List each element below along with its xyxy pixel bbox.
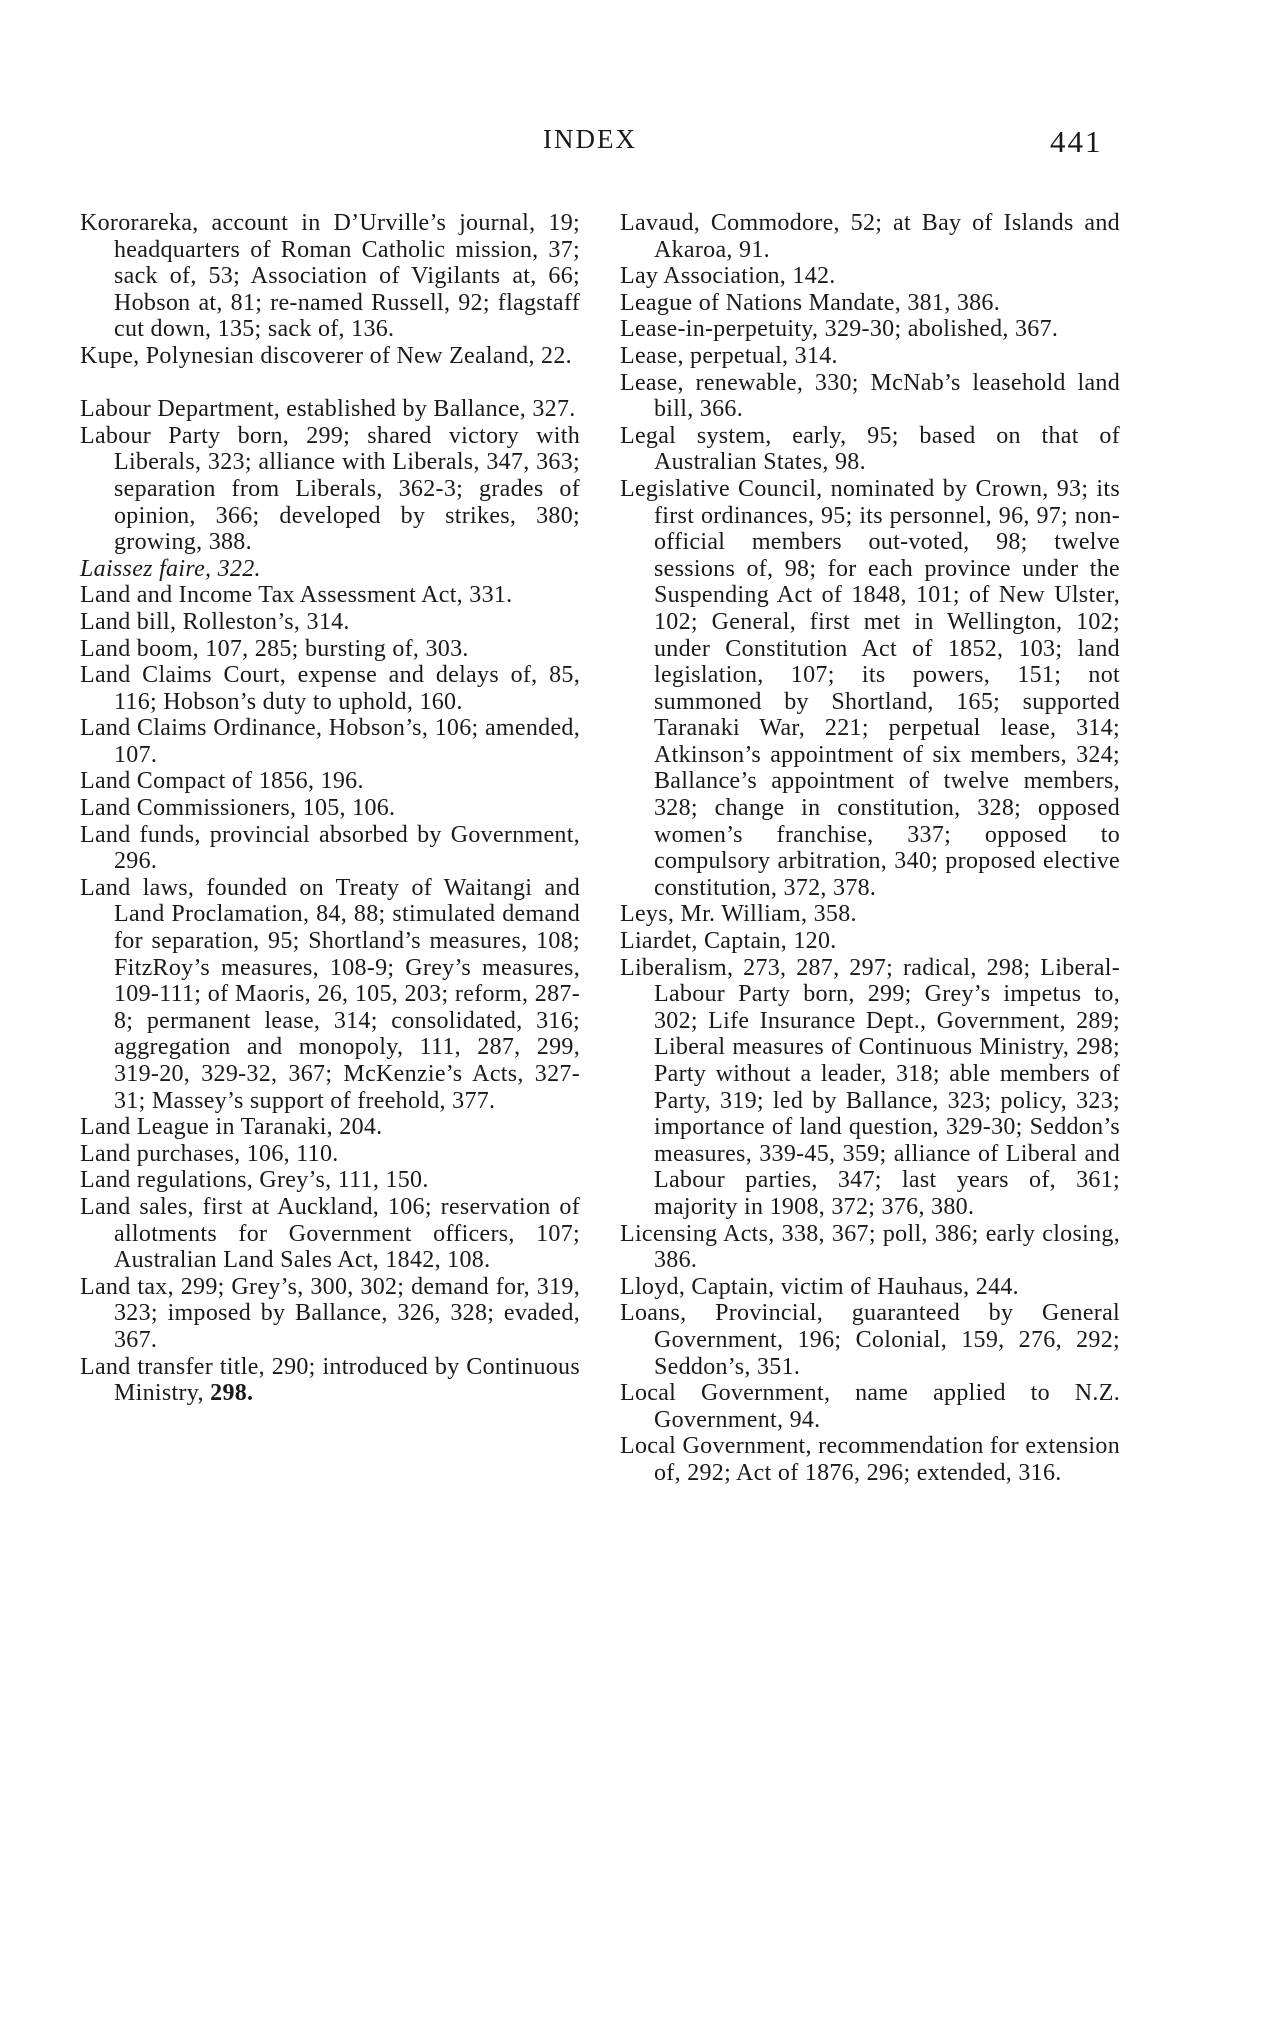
index-entry-league-of-nations: League of Nations Mandate, 381, 386. — [620, 289, 1001, 316]
index-entry-lloyd: Lloyd, Captain, victim of Hauhaus, 244. — [620, 1273, 1019, 1300]
index-entry-legislative-council: Legislative Council, nominated by Crown, 93; its first ordinances, 95; its personnel, 96, 97; non-official members out-voted, 98; twelve sessions of, 98; for each province under the Suspending Act of 1848, 101; of New Ulster, 102; General, first met in Wellington, 102; under Constitution Act of 1852, 103; land legislation, 107; its powers, 151; not summoned by Shortland, 165; supported Taranaki War, 221; perpetual lease, 314; Atkinson’s appointment of six members, 324; Ballance’s appointment of twelve members, 328; change in constitution, 328; opposed women’s franchise, 337; opposed to compulsory arbitration, 340; proposed elective constitution, 372, 378. — [620, 475, 1120, 901]
index-entry-land-boom: Land boom, 107, 285; bursting of, 303. — [80, 635, 469, 662]
index-entry-kupe: Kupe, Polynesian discoverer of New Zealand, 22. — [80, 342, 572, 369]
index-entry-licensing-acts: Licensing Acts, 338, 367; poll, 386; early closing, 386. — [620, 1220, 1120, 1274]
page-number: 441 — [1050, 124, 1103, 159]
index-entry-lease-renewable: Lease, renewable, 330; McNab’s leasehold land bill, 366. — [620, 369, 1120, 423]
index-column-left — [80, 210, 580, 1407]
index-entry-land-funds: Land funds, provincial absorbed by Government, 296. — [80, 821, 580, 875]
running-title: INDEX — [543, 124, 637, 154]
index-entry-land-league: Land League in Taranaki, 204. — [80, 1114, 383, 1141]
index-column-right — [620, 210, 1120, 1487]
index-entry-land-transfer — [80, 1354, 580, 1407]
index-entry-land-commissioners: Land Commissioners, 105, 106. — [80, 795, 396, 822]
index-entry-land-regulations: Land regulations, Grey’s, 111, 150. — [80, 1167, 429, 1194]
running-head — [0, 124, 1286, 164]
index-entry-lease-in-perpetuity: Lease-in-perpetuity, 329-30; abolished, 367. — [620, 316, 1059, 343]
index-entry-land-income-tax: Land and Income Tax Assessment Act, 331. — [80, 582, 513, 609]
index-entry-land-transfer-bold-page: 298. — [210, 1380, 254, 1407]
index-entry-kororareka: Kororareka, account in D’Urville’s journal, 19; headquarters of Roman Catholic mission, 37; sack of, 53; Association of Vigilants at, 66; Hobson at, 81; re-named Russell, 92; flagstaff cut down, 135; sack of, 136. — [80, 210, 580, 343]
index-entry-land-purchases: Land purchases, 106, 110. — [80, 1140, 339, 1167]
index-entry-land-compact: Land Compact of 1856, 196. — [80, 768, 364, 795]
index-entry-land-claims-ordinance: Land Claims Ordinance, Hobson’s, 106; amended, 107. — [80, 715, 580, 768]
index-entry-liberalism: Liberalism, 273, 287, 297; radical, 298; Liberal-Labour Party born, 299; Grey’s impetus to, 302; Life Insurance Dept., Government, 289; Liberal measures of Continuous Ministry, 298; Party without a leader, 318; able members of Party, 319; led by Ballance, 323; policy, 323; importance of land question, 329-30; Seddon’s measures, 339-45, 359; alliance of Liberal and Labour parties, 347; last years of, 361; majority in 1908, 372; 376, 380. — [620, 954, 1120, 1220]
index-entry-land-sales: Land sales, first at Auckland, 106; reservation of allotments for Government officers, 107; Australian Land Sales Act, 1842, 108. — [80, 1193, 580, 1274]
index-entry-land-bill: Land bill, Rolleston’s, 314. — [80, 608, 350, 635]
index-entry-land-laws: Land laws, founded on Treaty of Waitangi and Land Proclamation, 84, 88; stimulated demand for separation, 95; Shortland’s measures, 108; FitzRoy’s measures, 108-9; Grey’s measures, 109-111; of Maoris, 26, 105, 203; reform, 287-8; permanent lease, 314; consolidated, 316; aggregation and monopoly, 111, 287, 299, 319-20, 329-32, 367; McKenzie’s Acts, 327-31; Massey’s support of freehold, 377. — [80, 874, 580, 1114]
index-entry-laissez-faire: Laissez faire, 322. — [80, 555, 261, 582]
index-entry-local-government-extension: Local Government, recommendation for extension of, 292; Act of 1876, 296; extended, 316. — [620, 1433, 1120, 1486]
index-entry-land-claims-court: Land Claims Court, expense and delays of, 85, 116; Hobson’s duty to uphold, 160. — [80, 662, 580, 715]
index-entry-labour-department: Labour Department, established by Ballance, 327. — [80, 396, 576, 423]
index-entry-liardet: Liardet, Captain, 120. — [620, 928, 837, 955]
index-entry-land-tax: Land tax, 299; Grey’s, 300, 302; demand for, 319, 323; imposed by Ballance, 326, 328; evaded, 367. — [80, 1273, 580, 1353]
index-entry-lay-association: Lay Association, 142. — [620, 263, 836, 290]
index-entry-land-transfer-text: Land transfer title, 290; introduced by Continuous Ministry, — [80, 1353, 580, 1407]
index-entry-lease-perpetual: Lease, perpetual, 314. — [620, 342, 838, 369]
index-entry-local-government-name: Local Government, name applied to N.Z. Government, 94. — [620, 1380, 1120, 1433]
index-entry-leys: Leys, Mr. William, 358. — [620, 901, 857, 928]
index-entry-labour-party: Labour Party born, 299; shared victory with Liberals, 323; alliance with Liberals, 347, 363; separation from Liberals, 362-3; grades of opinion, 366; developed by strikes, 380; growing, 388. — [80, 422, 580, 556]
index-entry-loans: Loans, Provincial, guaranteed by General Government, 196; Colonial, 159, 276, 292; Seddon’s, 351. — [620, 1300, 1120, 1380]
index-entry-legal-system: Legal system, early, 95; based on that of Australian States, 98. — [620, 422, 1120, 476]
index-entry-lavaud: Lavaud, Commodore, 52; at Bay of Islands and Akaroa, 91. — [620, 210, 1120, 263]
